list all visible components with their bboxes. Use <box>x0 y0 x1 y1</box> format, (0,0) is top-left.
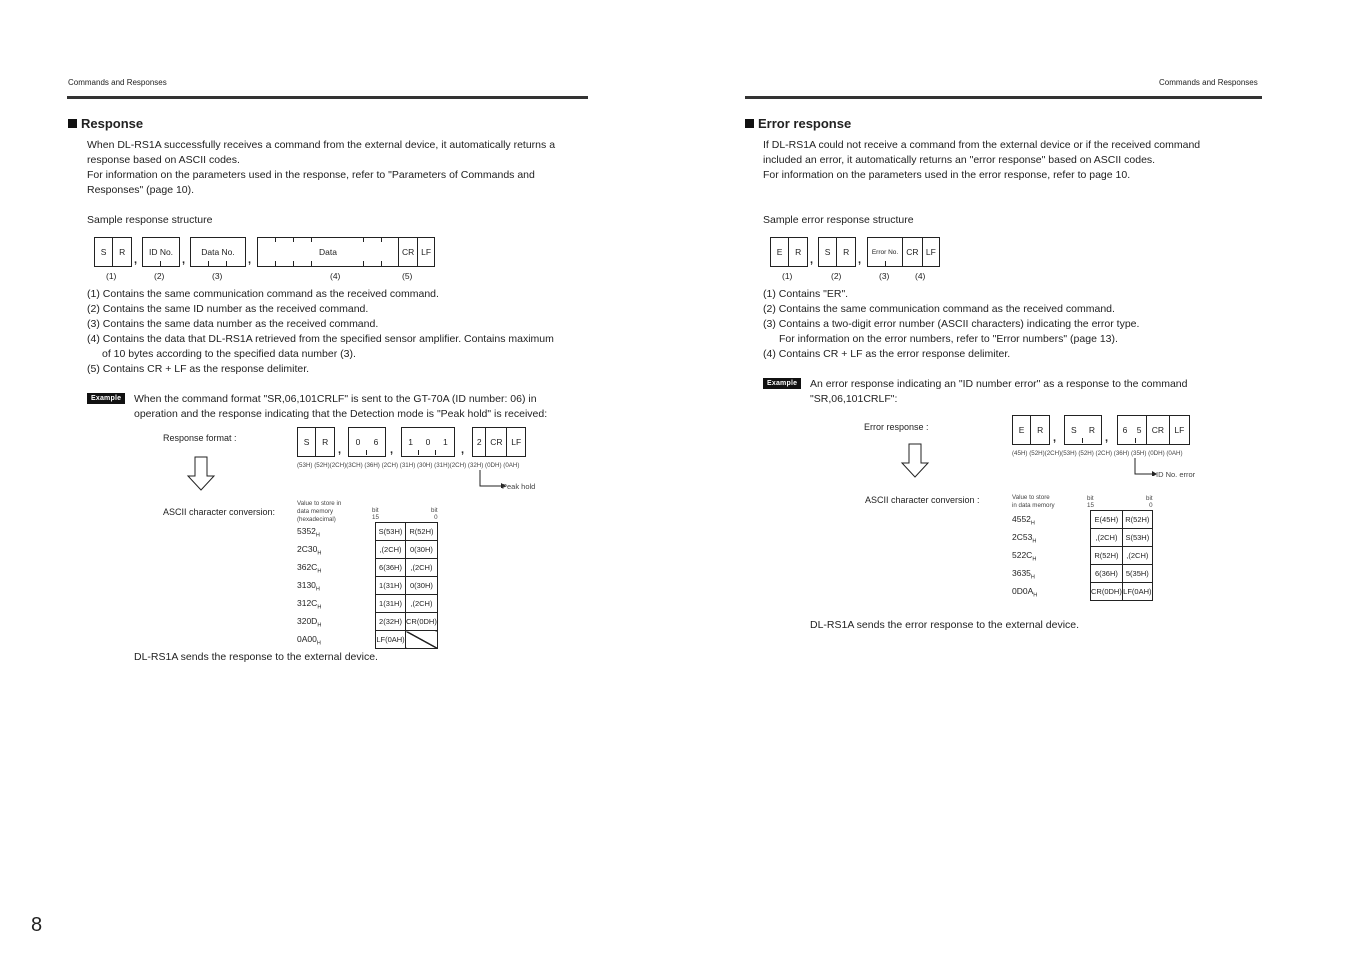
comma: , <box>248 254 252 266</box>
peak-hold-label: Peak hold <box>502 482 536 491</box>
table-cell: S(53H) <box>376 523 406 541</box>
response-parts-list <box>87 287 554 377</box>
table-row <box>376 523 438 541</box>
data-box <box>257 237 435 267</box>
comma: , <box>338 444 342 456</box>
table-row <box>376 631 438 649</box>
part-number: (2) <box>831 271 842 281</box>
table-row <box>1091 583 1153 601</box>
tick <box>208 261 209 266</box>
comma: , <box>810 254 814 266</box>
table-cell: S(53H) <box>1122 529 1152 547</box>
cmd-char: S <box>100 247 107 257</box>
table-cell: 6(36H) <box>1091 565 1123 583</box>
intro-line: For information on the parameters used in the response, refer to "Parameters of Commands and <box>87 169 535 181</box>
arrow-down-icon <box>186 456 216 492</box>
cmd-char: R <box>112 238 131 266</box>
arrow-down-icon <box>900 443 930 479</box>
ascii-codes: (45H) (52H)(2CH)(53H) (52H) (2CH) (36H) (35H) (0DH) (0AH) <box>1012 450 1183 457</box>
fmt-box: 0 6 <box>348 427 386 457</box>
table-cell: 1(31H) <box>376 595 406 613</box>
error-format-label: Error response : <box>864 422 929 432</box>
intro-line: Responses" (page 10). <box>87 184 195 196</box>
header-right: Commands and Responses <box>1159 78 1258 87</box>
tick <box>226 261 227 266</box>
hex-value: $522C_H$ <box>1012 550 1037 563</box>
part-number: (5) <box>402 271 413 281</box>
bullet-square-icon <box>68 119 77 128</box>
id-box <box>142 237 180 267</box>
table-cell: 6(36H) <box>376 559 406 577</box>
closing-text-right: DL-RS1A sends the error response to the external device. <box>810 619 1080 631</box>
comma: , <box>134 254 138 266</box>
list-item: (2) Contains the same ID number as the received command. <box>87 303 369 315</box>
tick <box>381 237 382 242</box>
table-cell: ,(2CH) <box>406 595 438 613</box>
tick <box>293 237 294 242</box>
list-item: For information on the error numbers, refer to "Error numbers" (page 13). <box>779 333 1118 345</box>
hex-value: $3130_H$ <box>297 580 320 593</box>
bullet-square-icon <box>745 119 754 128</box>
header-rule-right <box>745 96 1262 99</box>
comma: , <box>858 254 862 266</box>
table-cell: CR(0DH) <box>1091 583 1123 601</box>
cmd-box <box>94 237 132 267</box>
comma: , <box>461 444 465 456</box>
cmd-box: S R <box>818 237 856 267</box>
part-number: (4) <box>915 271 926 281</box>
tick <box>363 237 364 242</box>
table-cell: R(52H) <box>406 523 438 541</box>
table-row <box>1091 547 1153 565</box>
memory-table-left <box>375 522 438 649</box>
table-cell: R(52H) <box>1122 511 1152 529</box>
list-item: (1) Contains the same communication command as the received command. <box>87 288 439 300</box>
bit-0-label: bit 0 <box>431 507 438 521</box>
comma: , <box>1053 432 1057 444</box>
part-number: (3) <box>879 271 890 281</box>
hex-value: $312C_H$ <box>297 598 322 611</box>
table-row <box>376 577 438 595</box>
tick <box>311 237 312 242</box>
part-number: (3) <box>212 271 223 281</box>
error-ascii-label: ASCII character conversion : <box>865 495 980 505</box>
table-cell: 0(30H) <box>406 577 438 595</box>
fmt-box: S R <box>1064 415 1102 445</box>
table-cell: 2(32H) <box>376 613 406 631</box>
list-item: (3) Contains the same data number as the received command. <box>87 318 379 330</box>
intro-line: response based on ASCII codes. <box>87 154 240 166</box>
hex-value: $2C53_H$ <box>1012 532 1037 545</box>
comma: , <box>1105 432 1109 444</box>
table-cell: LF(0AH) <box>1122 583 1152 601</box>
table-row <box>1091 565 1153 583</box>
hex-value: $5352_H$ <box>297 526 320 539</box>
comma: , <box>182 254 186 266</box>
part-number: (1) <box>782 271 793 281</box>
tick <box>275 237 276 242</box>
tick <box>160 261 161 266</box>
table-row <box>376 559 438 577</box>
header-rule-left <box>67 96 588 99</box>
table-cell <box>406 631 438 649</box>
tick <box>275 261 276 266</box>
part-number: (2) <box>154 271 165 281</box>
hex-value: $320D_H$ <box>297 616 322 629</box>
fmt-box: S R <box>297 427 335 457</box>
fmt-box: 6 5 CR LF <box>1117 415 1190 445</box>
table-cell: LF(0AH) <box>376 631 406 649</box>
intro-line: When DL-RS1A successfully receives a command from the external device, it automatically returns a <box>87 139 556 151</box>
list-item: of 10 bytes according to the specified data number (3). <box>102 348 356 360</box>
table-row <box>1091 529 1153 547</box>
list-item: (4) Contains CR + LF as the error response delimiter. <box>763 348 1011 360</box>
structure-label: Sample response structure <box>87 214 213 226</box>
table-cell: ,(2CH) <box>406 559 438 577</box>
tick <box>293 261 294 266</box>
hex-value: $362C_H$ <box>297 562 322 575</box>
section-title-response <box>68 116 143 131</box>
table-cell: 5(35H) <box>1122 565 1152 583</box>
error-structure-label: Sample error response structure <box>763 214 914 226</box>
table-row <box>376 613 438 631</box>
part-number: (4) <box>330 271 341 281</box>
ascii-codes: (53H) (52H)(2CH)(3CH) (36H) (2CH) (31H) (30H) (31H)(2CH) (32H) (0DH) (0AH) <box>297 462 520 469</box>
error-intro: If DL-RS1A could not receive a command from the external device or if the received command included an error, it automatically returns an "error response" based on ASCII codes. For information on the parameters used in the error response, refer to page 10. <box>763 139 1201 181</box>
cr-label: CR <box>398 238 417 266</box>
list-item: (1) Contains "ER". <box>763 288 849 300</box>
bit-0-label: bit 0 <box>1146 495 1153 509</box>
fmt-box: 2 CR LF <box>472 427 526 457</box>
hex-value: $4552_H$ <box>1012 514 1035 527</box>
hex-value: $0A00_H$ <box>297 634 321 647</box>
table-row <box>1091 511 1153 529</box>
table-cell: CR(0DH) <box>406 613 438 631</box>
hex-value: $2C30_H$ <box>297 544 322 557</box>
page-number: 8 <box>31 914 43 936</box>
lf-label: LF <box>417 238 434 266</box>
tick <box>311 261 312 266</box>
memory-table-right <box>1090 510 1153 601</box>
response-intro <box>87 138 555 198</box>
fmt-box: 1 0 1 <box>401 427 455 457</box>
tick <box>381 261 382 266</box>
closing-text-left: DL-RS1A sends the response to the external device. <box>134 651 378 663</box>
ascii-conversion-label: ASCII character conversion: <box>163 507 276 517</box>
bit-15-label: bit 15 <box>372 507 379 521</box>
hex-value: $3635_H$ <box>1012 568 1035 581</box>
table-cell: ,(2CH) <box>1122 547 1152 565</box>
example-text: When the command format "SR,06,101CRLF" is sent to the GT-70A (ID number: 06) in operation and the response indicating that the Detection mode is "Peak hold" is received: <box>134 393 548 420</box>
data-no-box <box>190 237 246 267</box>
example-badge: Example <box>87 393 125 404</box>
table-cell: 1(31H) <box>376 577 406 595</box>
er-box: E R <box>770 237 808 267</box>
hex-value: $0D0A_H$ <box>1012 586 1038 599</box>
table-row <box>376 541 438 559</box>
id-error-label: ID No. error <box>1156 470 1196 479</box>
comma: , <box>390 444 394 456</box>
tick <box>363 261 364 266</box>
header-left: Commands and Responses <box>68 78 167 87</box>
table-cell: 0(30H) <box>406 541 438 559</box>
list-item: (3) Contains a two-digit error number (ASCII characters) indicating the error type. <box>763 318 1140 330</box>
section-title-error-response <box>745 116 851 131</box>
table-cell: ,(2CH) <box>376 541 406 559</box>
table-cell: R(52H) <box>1091 547 1123 565</box>
example-badge: Example <box>763 378 801 389</box>
data-label: Data <box>319 247 337 257</box>
list-item: (5) Contains CR + LF as the response delimiter. <box>87 363 310 375</box>
memory-label: Value to store in data memory <box>1012 494 1055 509</box>
fmt-box: E R <box>1012 415 1050 445</box>
format-label: Response format : <box>163 433 237 443</box>
memory-label: Value to store in data memory (hexadecimal) <box>297 500 342 523</box>
table-row <box>376 595 438 613</box>
error-no-box: Error No. CR LF <box>867 237 940 267</box>
table-cell: E(45H) <box>1091 511 1123 529</box>
bit-15-label: bit 15 <box>1087 495 1094 509</box>
error-parts-list <box>763 287 1139 362</box>
list-item: (2) Contains the same communication command as the received command. <box>763 303 1115 315</box>
list-item: (4) Contains the data that DL-RS1A retrieved from the specified sensor amplifier. Contains maximum <box>87 333 554 345</box>
error-example-text: An error response indicating an "ID number error" as a response to the command "SR,06,101CRLF": <box>810 378 1188 405</box>
data-no-label: Data No. <box>201 247 235 257</box>
part-number: (1) <box>106 271 117 281</box>
section-title-text: Response <box>81 116 144 131</box>
section-title-text: Error response <box>758 116 852 131</box>
id-label: ID No. <box>148 247 174 257</box>
table-cell: ,(2CH) <box>1091 529 1123 547</box>
